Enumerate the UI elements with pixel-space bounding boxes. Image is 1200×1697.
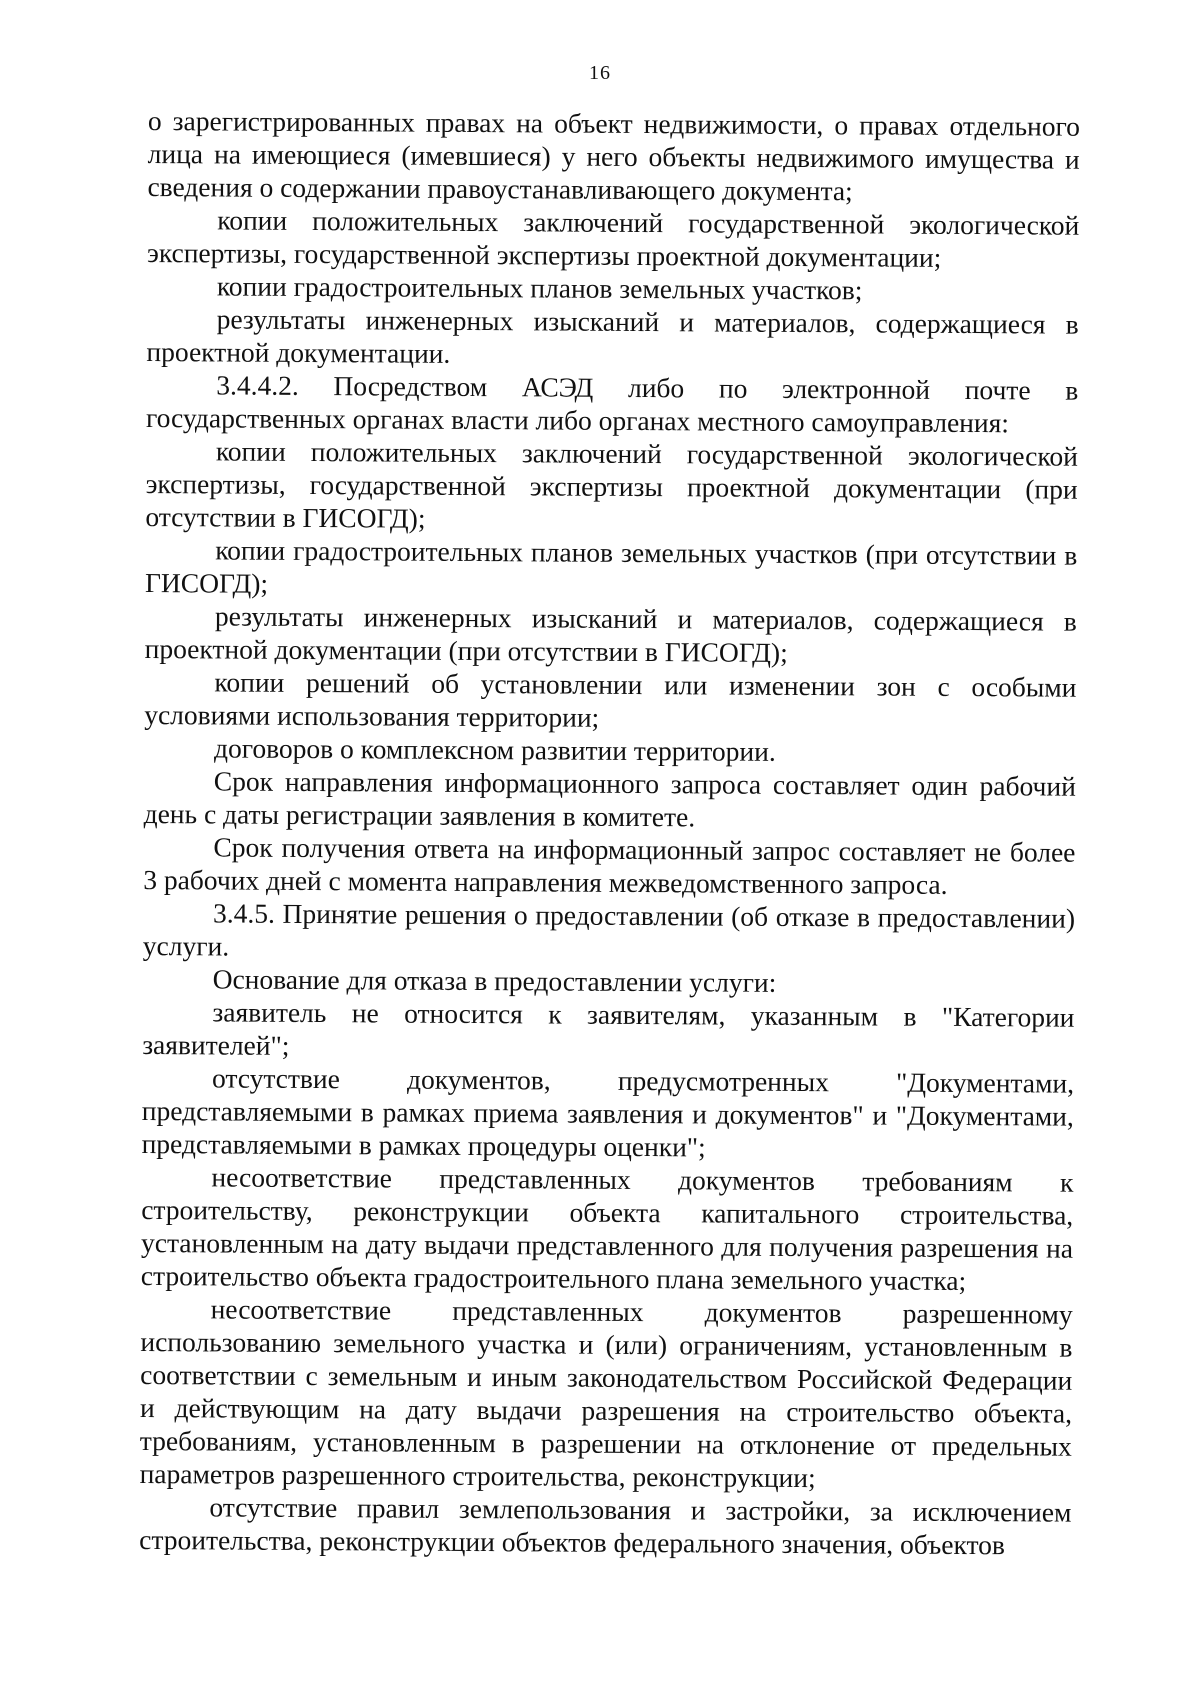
section-heading-3-4-5: 3.4.5. Принятие решения о предоставлении (об отказе в предоставлении) услуги. [142,897,1076,962]
paragraph: заявитель не относится к заявителям, указанным в "Категории заявителей"; [142,996,1075,1061]
section-heading-3-4-4-2: 3.4.4.2. Посредством АСЭД либо по электронной почте в государственных органах власти либо органах местного самоуправления: [145,369,1079,439]
paragraph-continuation: о зарегистрированных правах на объект недвижимости, о правах отдельного лица на имеющиеся (имевшиеся) у него объекты недвижимого имущества и сведения о содержании правоустанавливающего документа; [147,104,1080,207]
paragraph: копии положительных заключений государственной экологической экспертизы, государственной экспертизы проектной документации; [146,204,1080,273]
paragraph: договоров о комплексном развитии территории. [213,732,776,767]
paragraph: отсутствие документов, предусмотренных "Документами, представляемыми в рамках приема заявления и документов" и "Документами, представляемыми в рамках процедуры оценки"; [141,1062,1075,1163]
paragraph: Срок получения ответа на информационный запрос составляет не более 3 рабочих дней с момента направления межведомственного запроса. [143,831,1076,900]
paragraph: результаты инженерных изысканий и материалов, содержащиеся в проектной документации (при отсутствии в ГИСОГД); [144,600,1077,668]
paragraph: результаты инженерных изысканий и материалов, содержащиеся в проектной документации. [146,303,1079,369]
paragraph: несоответствие представленных документов требованиям к строительству, реконструкции объекта капитального строительства, установленным на дату выдачи представленного для получения разрешения на строительство объекта градостроительного плана земельного участка; [140,1161,1074,1297]
paragraph: отсутствие правил землепользования и застройки, за исключением строительства, реконструкции объектов федерального значения, объектов [139,1491,1072,1561]
paragraph: Основание для отказа в предоставлении услуги: [212,963,777,998]
paragraph: Срок направления информационного запроса составляет один рабочий день с даты регистрации заявления в комитете. [143,765,1076,833]
paragraph: несоответствие представленных документов разрешенному использованию земельного участка и (или) ограничениям, установленным в соответствии с земельным и иным законодательством Российской Федерации и действующим на дату выдачи разрешения на строительство объекта, требованиям, установленным в разрешении на отклонение от предельных параметров разрешенного строительства, реконструкции; [139,1293,1073,1494]
paragraph: копии положительных заключений государственной экологической экспертизы, государственной экспертизы проектной документации (при отсутствии в ГИСОГД); [145,435,1078,534]
paragraph: копии решений об установлении или изменении зон с особыми условиями использования территории; [144,666,1077,733]
paragraph: копии градостроительных планов земельных участков (при отсутствии в ГИСОГД); [144,534,1078,599]
page-number: 16 [589,62,611,84]
paragraph: копии градостроительных планов земельных участков; [216,270,863,306]
document-body [139,104,1080,1562]
